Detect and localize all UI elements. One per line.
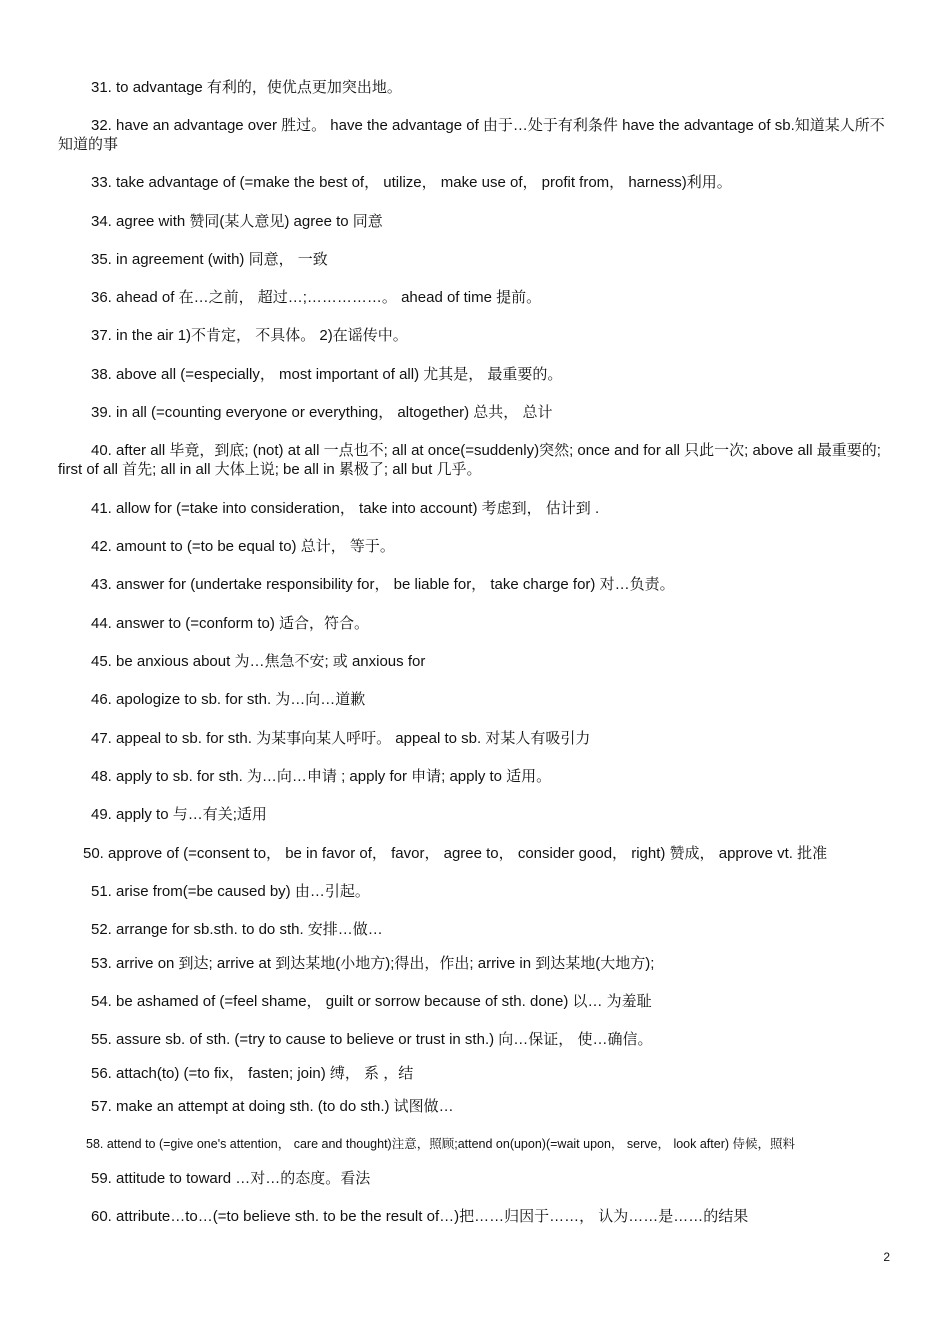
entry-33: 33. take advantage of (=make the best of， utilize， make use of， profit from， harness)利用。 [91,174,732,191]
entry-59: 59. attitude to toward …对…的态度。看法 [91,1170,371,1187]
entry-41: 41. allow for (=take into consideration， take into account) 考虑到， 估计到 . [91,500,600,517]
entry-53: 53. arrive on 到达; arrive at 到达某地(小地方);得出，作出; arrive in 到达某地(大地方); [91,955,655,972]
entry-32: 32. have an advantage over 胜过。 have the advantage of 由于…处于有利条件 have the advantage of sb.知道某人所不知道的事 [58,117,885,153]
entry-45: 45. be anxious about 为…焦急不安; 或 anxious for [91,653,426,670]
entry-54: 54. be ashamed of (=feel shame， guilt or sorrow because of sth. done) 以… 为羞耻 [91,993,652,1010]
entry-57: 57. make an attempt at doing sth. (to do sth.) 试图做… [91,1098,454,1115]
page-number: 2 [883,1250,890,1264]
entry-38: 38. above all (=especially， most important of all) 尤其是， 最重要的。 [91,366,563,383]
entry-60: 60. attribute…to…(=to believe sth. to be the result of…)把……归因于……， 认为……是……的结果 [91,1208,749,1225]
entry-35: 35. in agreement (with) 同意， 一致 [91,251,328,268]
entry-43: 43. answer for (undertake responsibility for， be liable for， take charge for) 对…负责。 [91,576,675,593]
entry-47: 47. appeal to sb. for sth. 为某事向某人呼吁。 appeal to sb. 对某人有吸引力 [91,730,591,747]
entry-52: 52. arrange for sb.sth. to do sth. 安排…做… [91,921,383,938]
entry-48: 48. apply to sb. for sth. 为…向…申请 ; apply for 申请; apply to 适用。 [91,768,552,785]
entry-42: 42. amount to (=to be equal to) 总计， 等于。 [91,538,395,555]
entry-37: 37. in the air 1)不肯定， 不具体。 2)在谣传中。 [91,327,408,344]
entry-44: 44. answer to (=conform to) 适合，符合。 [91,615,369,632]
entry-36: 36. ahead of 在…之前， 超过…;……………。 ahead of time 提前。 [91,289,542,306]
entry-34: 34. agree with 赞同(某人意见) agree to 同意 [91,213,383,230]
entry-31: 31. to advantage 有利的，使优点更加突出地。 [91,79,402,96]
entry-51: 51. arise from(=be caused by) 由…引起。 [91,883,370,900]
entry-58: 58. attend to (=give one's attention， care and thought)注意，照顾;attend on(upon)(=wait upon， serve， look after) 侍候，照料 [86,1137,795,1151]
entry-40: 40. after all 毕竟，到底; (not) at all 一点也不; all at once(=suddenly)突然; once and for all 只此一次; above all 最重要的; first of all 首先; all in all 大体上说; be all in 累极了; all but 几乎。 [58,442,881,478]
entry-56: 56. attach(to) (=to fix， fasten; join) 缚， 系 ，结 [91,1065,414,1082]
entry-50: 50. approve of (=consent to， be in favor of， favor， agree to， consider good， right) 赞成， approve vt. 批准 [83,845,828,862]
entry-55: 55. assure sb. of sth. (=try to cause to believe or trust in sth.) 向…保证， 使…确信。 [91,1031,653,1048]
entry-49: 49. apply to 与…有关;适用 [91,806,267,823]
entry-46: 46. apologize to sb. for sth. 为…向…道歉 [91,691,366,708]
entry-39: 39. in all (=counting everyone or everything， altogether) 总共， 总计 [91,404,553,421]
